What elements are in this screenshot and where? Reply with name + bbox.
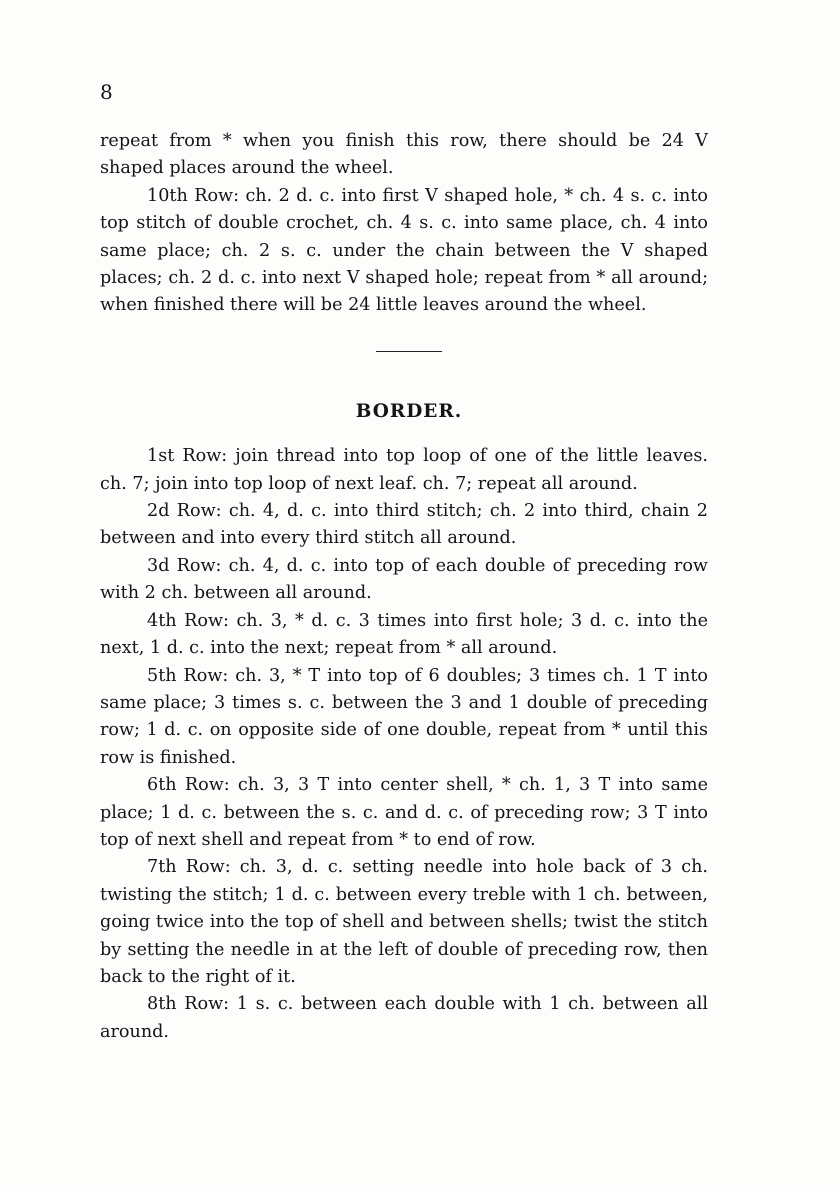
continued-paragraph: repeat from * when you finish this row, there should be 24 V shaped places around the wheel. (100, 131, 708, 179)
section-heading-border: BORDER. (355, 400, 463, 422)
paragraph-border-row-5: 5th Row: ch. 3, * T into top of 6 doubles; 3 times ch. 1 T into same place; 3 times s. c. between the 3 and 1 double of preceding row; 1 d. c. on opposite side of one double, repeat from * until this row is finished. (100, 665, 708, 768)
page-number: 8 (100, 80, 113, 104)
paragraph-row-10: 10th Row: ch. 2 d. c. into first V shaped hole, * ch. 4 s. c. into top stitch of double crochet, ch. 4 s. c. into same place, ch. 4 into same place; ch. 2 s. c. under the chain between the V shaped places; ch. 2 d. c. into next V shaped hole; repeat from * all around; when finished there will be 24 little leaves around the wheel. (100, 185, 708, 316)
page-body (100, 128, 708, 1046)
paragraph-border-row-8: 8th Row: 1 s. c. between each double with 1 ch. between all around. (100, 994, 708, 1042)
section-divider (376, 351, 442, 352)
paragraph-border-row-4: 4th Row: ch. 3, * d. c. 3 times into first hole; 3 d. c. into the next, 1 d. c. into the next; repeat from * all around. (100, 610, 708, 659)
paragraph-border-row-2: 2d Row: ch. 4, d. c. into third stitch; ch. 2 into third, chain 2 between and into every third stitch all around. (100, 501, 708, 549)
paragraph-border-row-7: 7th Row: ch. 3, d. c. setting needle into hole back of 3 ch. twisting the stitch; 1 d. c. between every treble with 1 ch. between, going twice into the top of shell and between shells; twist the stitch by setting the needle in at the left of double of preceding row, then back to the right of it. (100, 857, 708, 987)
paragraph-border-row-1: 1st Row: join thread into top loop of one of the little leaves. ch. 7; join into top loop of next leaf. ch. 7; repeat all around. (100, 446, 708, 494)
paragraph-border-row-3: 3d Row: ch. 4, d. c. into top of each double of preceding row with 2 ch. between all around. (100, 555, 708, 604)
paragraph-border-row-6: 6th Row: ch. 3, 3 T into center shell, * ch. 1, 3 T into same place; 1 d. c. between the s. c. and d. c. of preceding row; 3 T into top of next shell and repeat from * to end of row. (100, 775, 708, 850)
